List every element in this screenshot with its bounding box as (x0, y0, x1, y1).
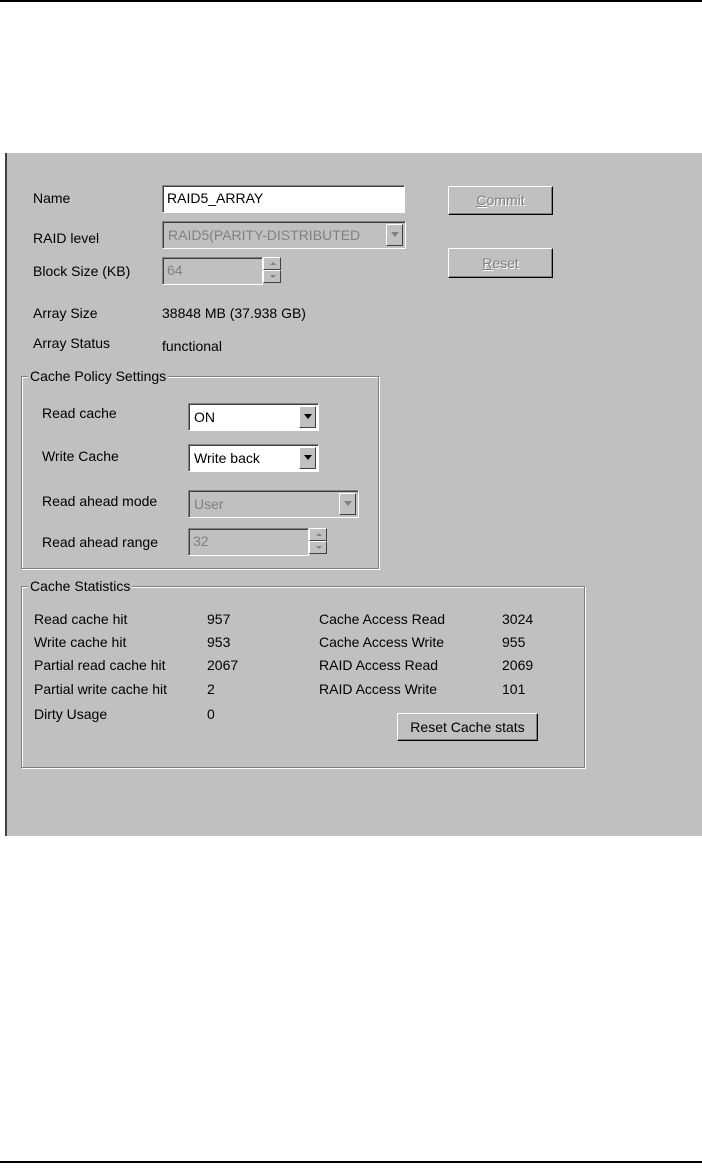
raid-level-label: RAID level (33, 230, 100, 246)
bottom-rule (0, 1161, 702, 1163)
stat-value: 2067 (207, 657, 239, 673)
stat-label: RAID Access Write (319, 681, 437, 697)
stat-label: Cache Access Read (319, 611, 446, 627)
write-cache-label: Write Cache (42, 448, 119, 464)
read-cache-select[interactable] (188, 403, 319, 431)
stat-value: 101 (502, 681, 526, 697)
read-cache-label: Read cache (42, 405, 117, 421)
cache-statistics-group (21, 578, 585, 768)
top-rule (0, 0, 702, 2)
stat-value: 957 (207, 611, 231, 627)
cache-policy-title: Cache Policy Settings (30, 368, 167, 384)
stat-label: Partial write cache hit (34, 681, 168, 697)
write-cache-select[interactable] (188, 444, 319, 472)
stat-label: Cache Access Write (319, 634, 445, 650)
stat-label: Read cache hit (34, 611, 128, 627)
stat-value: 2 (207, 681, 215, 697)
array-size-value: 38848 MB (37.938 GB) (162, 305, 306, 321)
stat-value: 0 (207, 706, 215, 722)
name-input[interactable]: RAID5_ARRAY (162, 185, 405, 213)
stat-label: Write cache hit (34, 634, 127, 650)
stat-label: RAID Access Read (319, 657, 439, 673)
stat-label: Dirty Usage (34, 706, 108, 722)
array-status-value: functional (162, 338, 222, 354)
stat-label: Partial read cache hit (34, 657, 166, 673)
stat-value: 3024 (502, 611, 534, 627)
read-ahead-range-stepper[interactable] (309, 528, 327, 554)
chevron-down-icon[interactable] (299, 447, 316, 469)
spin-up-icon[interactable] (263, 257, 281, 270)
raid-level-select[interactable] (162, 221, 406, 249)
chevron-down-icon[interactable] (339, 493, 356, 515)
stat-value: 955 (502, 634, 526, 650)
array-size-label: Array Size (33, 305, 98, 321)
raid-level-value: RAID5(PARITY-DISTRIBUTED (168, 227, 361, 243)
block-size-input[interactable]: 64 (162, 257, 263, 285)
commit-button[interactable]: Commit (448, 186, 553, 215)
spin-down-icon[interactable] (309, 541, 327, 554)
write-cache-value: Write back (194, 450, 260, 466)
reset-button[interactable]: Reset (448, 248, 553, 278)
read-ahead-range-input[interactable]: 32 (188, 528, 309, 556)
cache-policy-group (21, 368, 379, 569)
block-size-stepper[interactable] (263, 257, 281, 283)
reset-cache-stats-button[interactable]: Reset Cache stats (397, 713, 538, 741)
chevron-down-icon[interactable] (386, 224, 403, 246)
read-ahead-mode-value: User (194, 496, 224, 512)
stat-value: 2069 (502, 657, 534, 673)
block-size-label: Block Size (KB) (33, 263, 131, 279)
spin-down-icon[interactable] (263, 270, 281, 283)
read-ahead-mode-select[interactable] (188, 490, 359, 518)
read-cache-value: ON (194, 409, 215, 425)
raid-array-properties-panel (5, 153, 702, 836)
array-status-label: Array Status (33, 335, 111, 351)
read-ahead-mode-label: Read ahead mode (42, 493, 158, 509)
chevron-down-icon[interactable] (299, 406, 316, 428)
stat-value: 953 (207, 634, 231, 650)
spin-up-icon[interactable] (309, 528, 327, 541)
read-ahead-range-label: Read ahead range (42, 534, 158, 550)
cache-statistics-title: Cache Statistics (30, 578, 131, 594)
name-label: Name (33, 190, 71, 206)
